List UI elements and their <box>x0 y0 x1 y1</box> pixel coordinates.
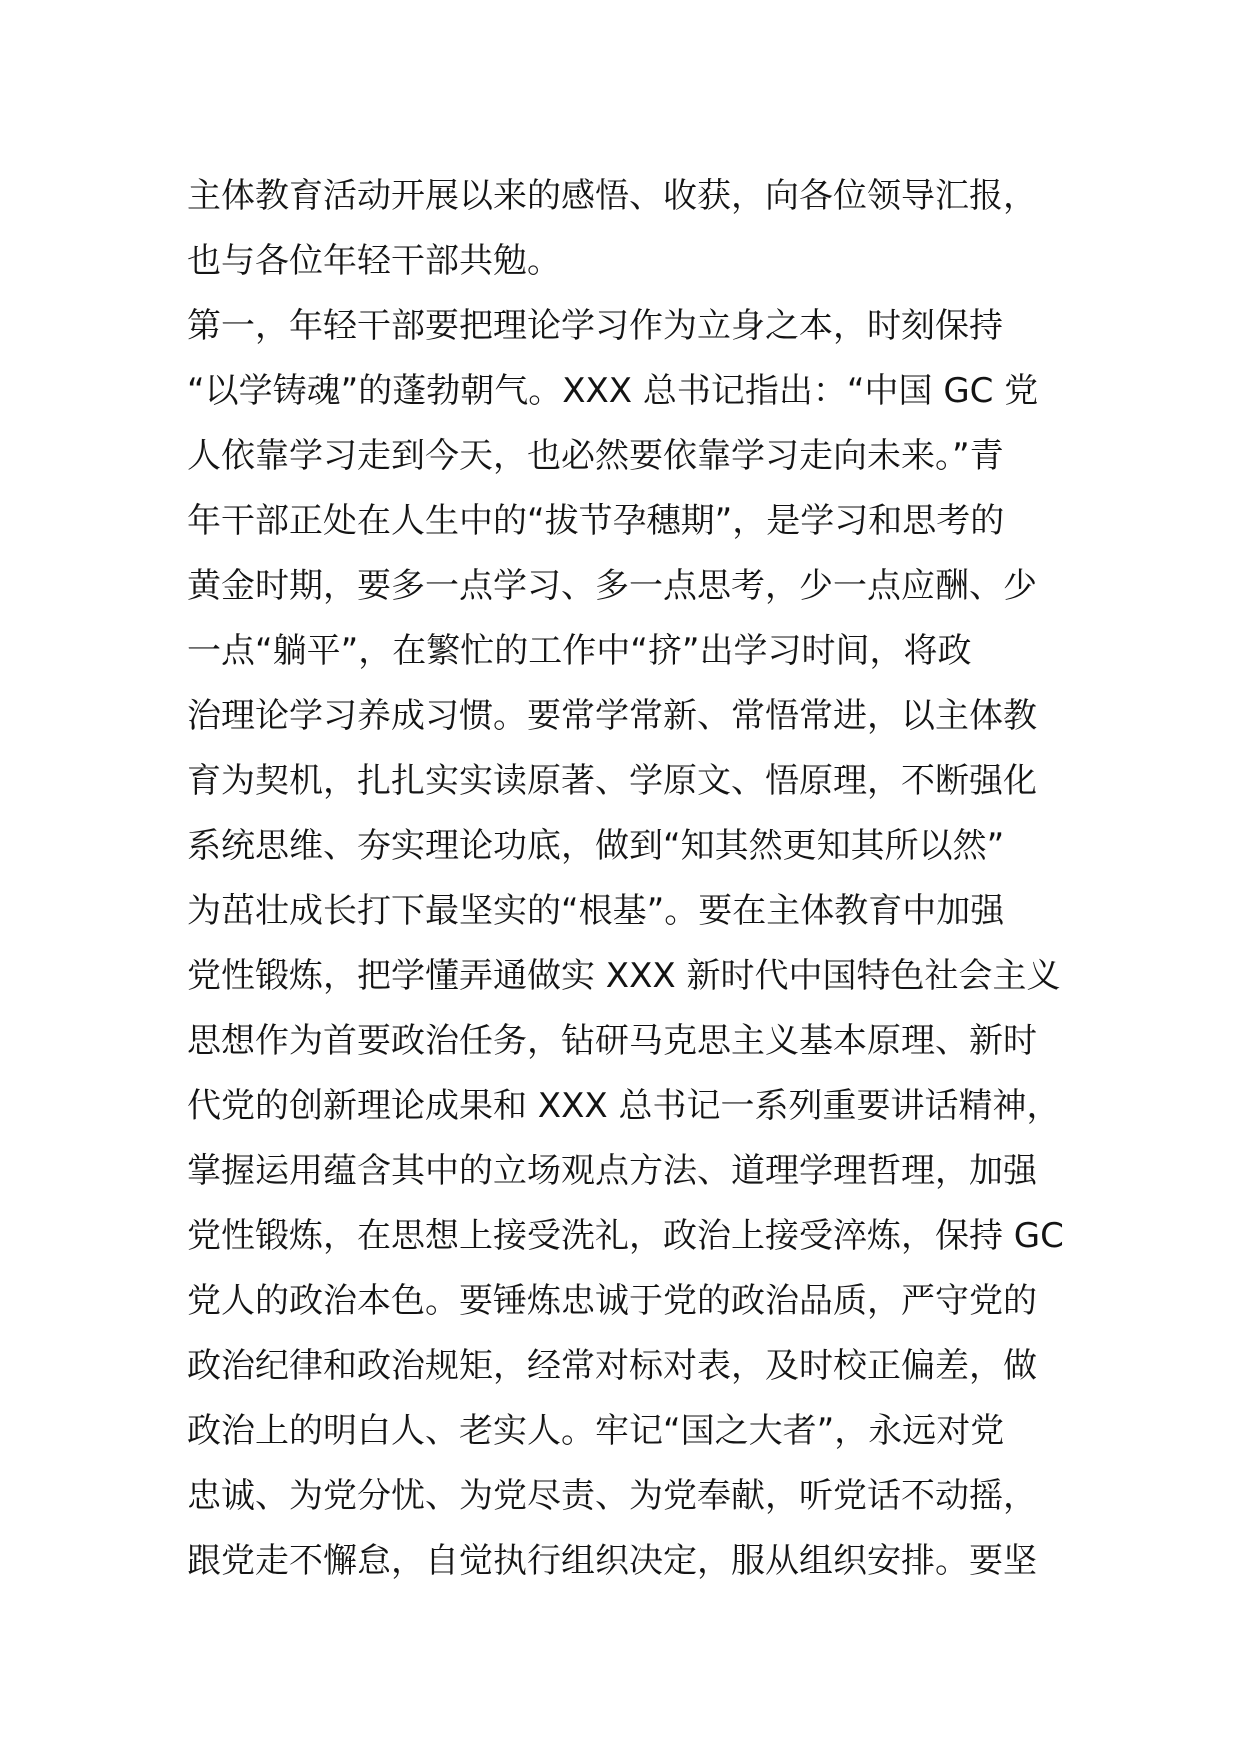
text-line: 为茁壮成长打下最坚实的“根基”。要在主体教育中加强 <box>187 891 1005 931</box>
text-line: 也与各位年轻干部共勉。 <box>187 241 561 281</box>
text-line: 主体教育活动开展以来的感悟、收获，向各位领导汇报， <box>187 176 1037 216</box>
paragraph-2 <box>187 294 1067 1594</box>
text-line: 政治上的明白人、老实人。牢记“国之大者”，永远对党 <box>187 1411 1005 1451</box>
text-line: 第一，年轻干部要把理论学习作为立身之本，时刻保持 <box>187 306 1003 346</box>
text-line: 党性锻炼，把学懂弄通做实 XXX 新时代中国特色社会主义 <box>187 956 1061 996</box>
text-line: 年干部正处在人生中的“拔节孕穗期”，是学习和思考的 <box>187 501 1005 541</box>
text-line: 代党的创新理论成果和 XXX 总书记一系列重要讲话精神， <box>187 1086 1061 1126</box>
text-line: 人依靠学习走到今天，也必然要依靠学习走向未来。”青 <box>187 436 1004 476</box>
text-line: 掌握运用蕴含其中的立场观点方法、道理学理哲理，加强 <box>187 1151 1037 1191</box>
text-line: 党人的政治本色。要锤炼忠诚于党的政治品质，严守党的 <box>187 1281 1037 1321</box>
text-line: 党性锻炼，在思想上接受洗礼，政治上接受淬炼，保持 GC <box>187 1216 1064 1256</box>
paragraph-1 <box>187 164 1067 294</box>
body-text <box>187 164 1067 1594</box>
text-line: 系统思维、夯实理论功底，做到“知其然更知其所以然” <box>187 826 1005 866</box>
text-line: 治理论学习养成习惯。要常学常新、常悟常进，以主体教 <box>187 696 1037 736</box>
text-line: 育为契机，扎扎实实读原著、学原文、悟原理，不断强化 <box>187 761 1037 801</box>
text-line: 政治纪律和政治规矩，经常对标对表，及时校正偏差，做 <box>187 1346 1037 1386</box>
text-line: 一点“躺平”，在繁忙的工作中“挤”出学习时间，将政 <box>187 631 972 671</box>
text-line: 思想作为首要政治任务，钻研马克思主义基本原理、新时 <box>187 1021 1037 1061</box>
text-line: 跟党走不懈怠，自觉执行组织决定，服从组织安排。要坚 <box>187 1541 1037 1581</box>
text-line: “以学铸魂”的蓬勃朝气。XXX 总书记指出：“中国 GC 党 <box>187 371 1039 411</box>
text-line: 忠诚、为党分忧、为党尽责、为党奉献，听党话不动摇， <box>187 1476 1037 1516</box>
text-line: 黄金时期，要多一点学习、多一点思考，少一点应酬、少 <box>187 566 1037 606</box>
